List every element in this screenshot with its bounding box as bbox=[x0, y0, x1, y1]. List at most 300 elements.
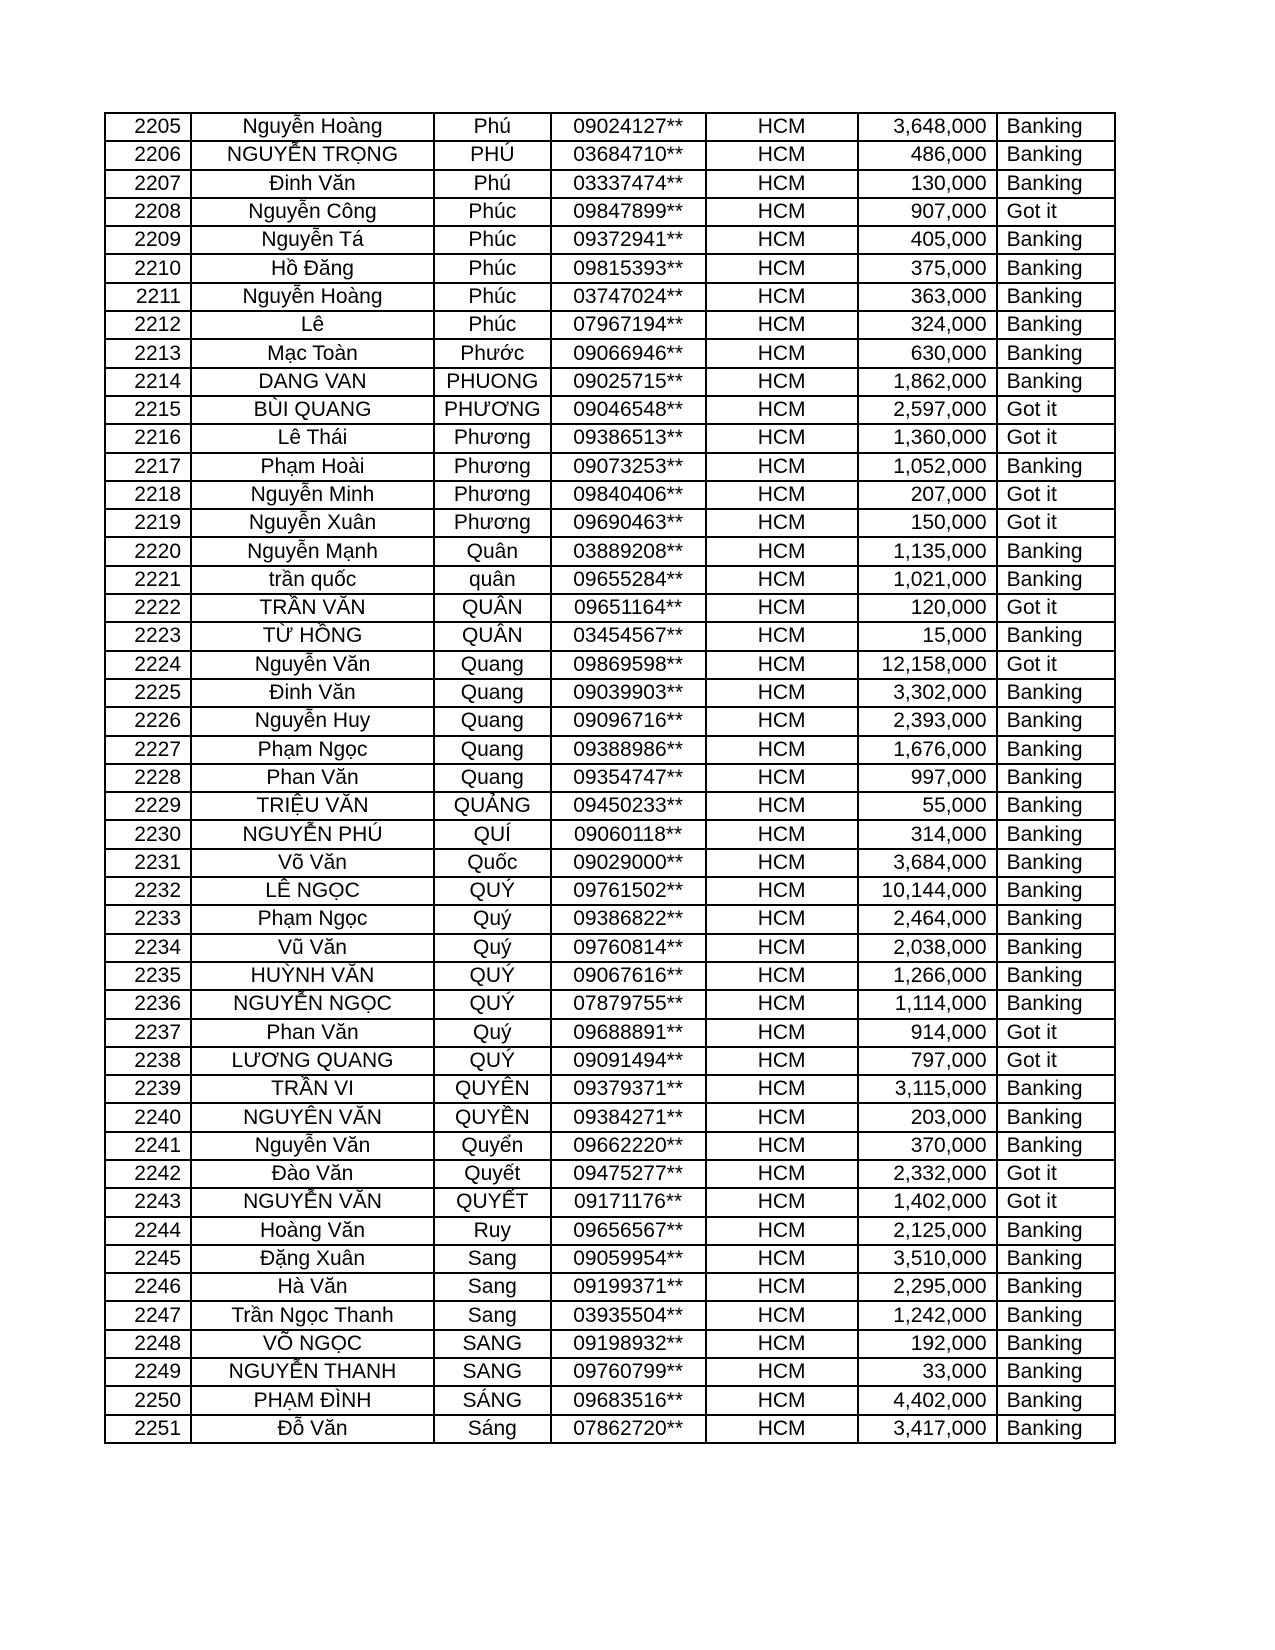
payment-status-cell: Banking bbox=[997, 566, 1115, 594]
amount-cell: 797,000 bbox=[858, 1047, 997, 1075]
city-cell: HCM bbox=[706, 820, 858, 848]
city-cell: HCM bbox=[706, 736, 858, 764]
table-row bbox=[105, 764, 1115, 792]
phone-number-cell: 09656567** bbox=[551, 1217, 706, 1245]
payment-status-cell: Banking bbox=[997, 170, 1115, 198]
first-name-cell: QUÝ bbox=[434, 877, 551, 905]
table-row bbox=[105, 481, 1115, 509]
last-name-cell: TRIỆU VĂN bbox=[191, 792, 434, 820]
row-number-cell: 2214 bbox=[105, 368, 191, 396]
first-name-cell: QUÝ bbox=[434, 990, 551, 1018]
city-cell: HCM bbox=[706, 934, 858, 962]
last-name-cell: NGUYỄN NGỌC bbox=[191, 990, 434, 1018]
amount-cell: 314,000 bbox=[858, 820, 997, 848]
table-row bbox=[105, 141, 1115, 169]
amount-cell: 12,158,000 bbox=[858, 651, 997, 679]
row-number-cell: 2210 bbox=[105, 254, 191, 282]
amount-cell: 2,295,000 bbox=[858, 1273, 997, 1301]
amount-cell: 1,862,000 bbox=[858, 368, 997, 396]
first-name-cell: Quang bbox=[434, 764, 551, 792]
last-name-cell: HUỲNH VĂN bbox=[191, 962, 434, 990]
table-row bbox=[105, 1132, 1115, 1160]
table-row bbox=[105, 1330, 1115, 1358]
amount-cell: 203,000 bbox=[858, 1103, 997, 1131]
phone-number-cell: 09840406** bbox=[551, 481, 706, 509]
amount-cell: 1,266,000 bbox=[858, 962, 997, 990]
first-name-cell: Phương bbox=[434, 481, 551, 509]
phone-number-cell: 09761502** bbox=[551, 877, 706, 905]
first-name-cell: Quyển bbox=[434, 1132, 551, 1160]
row-number-cell: 2229 bbox=[105, 792, 191, 820]
city-cell: HCM bbox=[706, 764, 858, 792]
phone-number-cell: 09690463** bbox=[551, 509, 706, 537]
payment-status-cell: Banking bbox=[997, 849, 1115, 877]
first-name-cell: Quang bbox=[434, 707, 551, 735]
amount-cell: 130,000 bbox=[858, 170, 997, 198]
last-name-cell: Hồ Đăng bbox=[191, 254, 434, 282]
payment-status-cell: Banking bbox=[997, 226, 1115, 254]
city-cell: HCM bbox=[706, 424, 858, 452]
first-name-cell: QUYỀN bbox=[434, 1103, 551, 1131]
phone-number-cell: 09198932** bbox=[551, 1330, 706, 1358]
phone-number-cell: 09025715** bbox=[551, 368, 706, 396]
table-row bbox=[105, 736, 1115, 764]
payment-status-cell: Got it bbox=[997, 1188, 1115, 1216]
payment-status-cell: Banking bbox=[997, 792, 1115, 820]
city-cell: HCM bbox=[706, 1273, 858, 1301]
last-name-cell: Võ Văn bbox=[191, 849, 434, 877]
city-cell: HCM bbox=[706, 566, 858, 594]
first-name-cell: QUÝ bbox=[434, 1047, 551, 1075]
row-number-cell: 2235 bbox=[105, 962, 191, 990]
last-name-cell: Nguyễn Mạnh bbox=[191, 537, 434, 565]
amount-cell: 363,000 bbox=[858, 283, 997, 311]
city-cell: HCM bbox=[706, 311, 858, 339]
table-row bbox=[105, 1386, 1115, 1414]
table-row bbox=[105, 226, 1115, 254]
payment-status-cell: Banking bbox=[997, 1103, 1115, 1131]
phone-number-cell: 09384271** bbox=[551, 1103, 706, 1131]
row-number-cell: 2211 bbox=[105, 283, 191, 311]
first-name-cell: Phúc bbox=[434, 198, 551, 226]
first-name-cell: Phúc bbox=[434, 254, 551, 282]
row-number-cell: 2222 bbox=[105, 594, 191, 622]
first-name-cell: Sáng bbox=[434, 1415, 551, 1443]
amount-cell: 10,144,000 bbox=[858, 877, 997, 905]
payment-status-cell: Got it bbox=[997, 509, 1115, 537]
first-name-cell: Phước bbox=[434, 339, 551, 367]
row-number-cell: 2234 bbox=[105, 934, 191, 962]
table-row bbox=[105, 1301, 1115, 1329]
row-number-cell: 2248 bbox=[105, 1330, 191, 1358]
last-name-cell: Đinh Văn bbox=[191, 170, 434, 198]
table-row bbox=[105, 679, 1115, 707]
phone-number-cell: 03337474** bbox=[551, 170, 706, 198]
last-name-cell: Nguyễn Huy bbox=[191, 707, 434, 735]
table-row bbox=[105, 1245, 1115, 1273]
row-number-cell: 2241 bbox=[105, 1132, 191, 1160]
row-number-cell: 2238 bbox=[105, 1047, 191, 1075]
last-name-cell: Hoàng Văn bbox=[191, 1217, 434, 1245]
city-cell: HCM bbox=[706, 679, 858, 707]
row-number-cell: 2215 bbox=[105, 396, 191, 424]
phone-number-cell: 09060118** bbox=[551, 820, 706, 848]
last-name-cell: Nguyễn Minh bbox=[191, 481, 434, 509]
phone-number-cell: 07862720** bbox=[551, 1415, 706, 1443]
payment-status-cell: Banking bbox=[997, 368, 1115, 396]
phone-number-cell: 09096716** bbox=[551, 707, 706, 735]
table-row bbox=[105, 339, 1115, 367]
first-name-cell: Quốc bbox=[434, 849, 551, 877]
phone-number-cell: 09354747** bbox=[551, 764, 706, 792]
amount-cell: 997,000 bbox=[858, 764, 997, 792]
table-row bbox=[105, 396, 1115, 424]
amount-cell: 1,021,000 bbox=[858, 566, 997, 594]
table-row bbox=[105, 962, 1115, 990]
phone-number-cell: 09024127** bbox=[551, 113, 706, 141]
city-cell: HCM bbox=[706, 962, 858, 990]
payment-status-cell: Banking bbox=[997, 1132, 1115, 1160]
first-name-cell: SANG bbox=[434, 1358, 551, 1386]
phone-number-cell: 03684710** bbox=[551, 141, 706, 169]
phone-number-cell: 07879755** bbox=[551, 990, 706, 1018]
row-number-cell: 2219 bbox=[105, 509, 191, 537]
city-cell: HCM bbox=[706, 537, 858, 565]
phone-number-cell: 09386513** bbox=[551, 424, 706, 452]
table-row bbox=[105, 905, 1115, 933]
payment-status-cell: Banking bbox=[997, 1217, 1115, 1245]
amount-cell: 3,684,000 bbox=[858, 849, 997, 877]
city-cell: HCM bbox=[706, 283, 858, 311]
row-number-cell: 2228 bbox=[105, 764, 191, 792]
table-row bbox=[105, 509, 1115, 537]
amount-cell: 33,000 bbox=[858, 1358, 997, 1386]
row-number-cell: 2233 bbox=[105, 905, 191, 933]
payment-status-cell: Banking bbox=[997, 1358, 1115, 1386]
first-name-cell: PHƯƠNG bbox=[434, 396, 551, 424]
row-number-cell: 2223 bbox=[105, 622, 191, 650]
city-cell: HCM bbox=[706, 1160, 858, 1188]
payment-status-cell: Banking bbox=[997, 1415, 1115, 1443]
phone-number-cell: 03935504** bbox=[551, 1301, 706, 1329]
row-number-cell: 2240 bbox=[105, 1103, 191, 1131]
amount-cell: 207,000 bbox=[858, 481, 997, 509]
first-name-cell: Phúc bbox=[434, 226, 551, 254]
first-name-cell: QUÂN bbox=[434, 622, 551, 650]
amount-cell: 375,000 bbox=[858, 254, 997, 282]
phone-number-cell: 03454567** bbox=[551, 622, 706, 650]
payment-status-cell: Banking bbox=[997, 1301, 1115, 1329]
city-cell: HCM bbox=[706, 113, 858, 141]
payment-status-cell: Banking bbox=[997, 707, 1115, 735]
phone-number-cell: 07967194** bbox=[551, 311, 706, 339]
city-cell: HCM bbox=[706, 622, 858, 650]
first-name-cell: QUÍ bbox=[434, 820, 551, 848]
first-name-cell: PHUONG bbox=[434, 368, 551, 396]
amount-cell: 3,302,000 bbox=[858, 679, 997, 707]
phone-number-cell: 09091494** bbox=[551, 1047, 706, 1075]
row-number-cell: 2247 bbox=[105, 1301, 191, 1329]
last-name-cell: LƯƠNG QUANG bbox=[191, 1047, 434, 1075]
first-name-cell: Phú bbox=[434, 113, 551, 141]
table-row bbox=[105, 1047, 1115, 1075]
last-name-cell: Nguyễn Hoàng bbox=[191, 283, 434, 311]
last-name-cell: Đặng Xuân bbox=[191, 1245, 434, 1273]
last-name-cell: Vũ Văn bbox=[191, 934, 434, 962]
last-name-cell: Nguyễn Tá bbox=[191, 226, 434, 254]
table-row bbox=[105, 1415, 1115, 1443]
first-name-cell: Phúc bbox=[434, 283, 551, 311]
phone-number-cell: 09662220** bbox=[551, 1132, 706, 1160]
payment-status-cell: Banking bbox=[997, 283, 1115, 311]
last-name-cell: TRẦN VĂN bbox=[191, 594, 434, 622]
last-name-cell: Nguyễn Văn bbox=[191, 1132, 434, 1160]
first-name-cell: QUYẾT bbox=[434, 1188, 551, 1216]
payment-status-cell: Banking bbox=[997, 736, 1115, 764]
payment-status-cell: Banking bbox=[997, 962, 1115, 990]
payment-status-cell: Got it bbox=[997, 1160, 1115, 1188]
amount-cell: 2,393,000 bbox=[858, 707, 997, 735]
table-row bbox=[105, 820, 1115, 848]
phone-number-cell: 09869598** bbox=[551, 651, 706, 679]
row-number-cell: 2227 bbox=[105, 736, 191, 764]
city-cell: HCM bbox=[706, 368, 858, 396]
phone-number-cell: 09450233** bbox=[551, 792, 706, 820]
row-number-cell: 2243 bbox=[105, 1188, 191, 1216]
table-row bbox=[105, 453, 1115, 481]
city-cell: HCM bbox=[706, 849, 858, 877]
phone-number-cell: 09388986** bbox=[551, 736, 706, 764]
payment-status-cell: Banking bbox=[997, 1245, 1115, 1273]
row-number-cell: 2216 bbox=[105, 424, 191, 452]
table-row bbox=[105, 566, 1115, 594]
phone-number-cell: 09199371** bbox=[551, 1273, 706, 1301]
table-row bbox=[105, 622, 1115, 650]
first-name-cell: Phúc bbox=[434, 311, 551, 339]
table-row bbox=[105, 990, 1115, 1018]
payment-status-cell: Got it bbox=[997, 198, 1115, 226]
first-name-cell: Phú bbox=[434, 170, 551, 198]
city-cell: HCM bbox=[706, 1358, 858, 1386]
row-number-cell: 2239 bbox=[105, 1075, 191, 1103]
table-row bbox=[105, 1188, 1115, 1216]
city-cell: HCM bbox=[706, 905, 858, 933]
last-name-cell: Mạc Toàn bbox=[191, 339, 434, 367]
city-cell: HCM bbox=[706, 198, 858, 226]
amount-cell: 370,000 bbox=[858, 1132, 997, 1160]
table-row bbox=[105, 934, 1115, 962]
row-number-cell: 2224 bbox=[105, 651, 191, 679]
payment-status-cell: Banking bbox=[997, 113, 1115, 141]
row-number-cell: 2217 bbox=[105, 453, 191, 481]
table-row bbox=[105, 707, 1115, 735]
phone-number-cell: 09029000** bbox=[551, 849, 706, 877]
phone-number-cell: 09655284** bbox=[551, 566, 706, 594]
amount-cell: 55,000 bbox=[858, 792, 997, 820]
amount-cell: 1,676,000 bbox=[858, 736, 997, 764]
table-row bbox=[105, 311, 1115, 339]
phone-number-cell: 09475277** bbox=[551, 1160, 706, 1188]
row-number-cell: 2209 bbox=[105, 226, 191, 254]
row-number-cell: 2225 bbox=[105, 679, 191, 707]
amount-cell: 15,000 bbox=[858, 622, 997, 650]
last-name-cell: Nguyễn Văn bbox=[191, 651, 434, 679]
table-body bbox=[105, 113, 1115, 1443]
phone-number-cell: 09760799** bbox=[551, 1358, 706, 1386]
last-name-cell: LÊ NGỌC bbox=[191, 877, 434, 905]
city-cell: HCM bbox=[706, 1075, 858, 1103]
first-name-cell: Ruy bbox=[434, 1217, 551, 1245]
amount-cell: 150,000 bbox=[858, 509, 997, 537]
last-name-cell: Đào Văn bbox=[191, 1160, 434, 1188]
city-cell: HCM bbox=[706, 481, 858, 509]
first-name-cell: Sang bbox=[434, 1245, 551, 1273]
last-name-cell: PHẠM ĐÌNH bbox=[191, 1386, 434, 1414]
amount-cell: 630,000 bbox=[858, 339, 997, 367]
phone-number-cell: 09066946** bbox=[551, 339, 706, 367]
payment-status-cell: Got it bbox=[997, 481, 1115, 509]
last-name-cell: Lê Thái bbox=[191, 424, 434, 452]
city-cell: HCM bbox=[706, 1386, 858, 1414]
phone-number-cell: 09073253** bbox=[551, 453, 706, 481]
phone-number-cell: 09688891** bbox=[551, 1019, 706, 1047]
phone-number-cell: 09372941** bbox=[551, 226, 706, 254]
row-number-cell: 2244 bbox=[105, 1217, 191, 1245]
table-row bbox=[105, 877, 1115, 905]
phone-number-cell: 09039903** bbox=[551, 679, 706, 707]
row-number-cell: 2249 bbox=[105, 1358, 191, 1386]
last-name-cell: Đinh Văn bbox=[191, 679, 434, 707]
phone-number-cell: 03889208** bbox=[551, 537, 706, 565]
table-row bbox=[105, 424, 1115, 452]
amount-cell: 1,114,000 bbox=[858, 990, 997, 1018]
amount-cell: 3,648,000 bbox=[858, 113, 997, 141]
phone-number-cell: 09379371** bbox=[551, 1075, 706, 1103]
row-number-cell: 2207 bbox=[105, 170, 191, 198]
row-number-cell: 2246 bbox=[105, 1273, 191, 1301]
phone-number-cell: 09651164** bbox=[551, 594, 706, 622]
last-name-cell: NGUYÊN VĂN bbox=[191, 1103, 434, 1131]
table-row bbox=[105, 1019, 1115, 1047]
city-cell: HCM bbox=[706, 1245, 858, 1273]
amount-cell: 2,038,000 bbox=[858, 934, 997, 962]
amount-cell: 192,000 bbox=[858, 1330, 997, 1358]
last-name-cell: Phan Văn bbox=[191, 1019, 434, 1047]
first-name-cell: Quý bbox=[434, 1019, 551, 1047]
first-name-cell: Quang bbox=[434, 651, 551, 679]
city-cell: HCM bbox=[706, 707, 858, 735]
first-name-cell: QUẢNG bbox=[434, 792, 551, 820]
phone-number-cell: 09683516** bbox=[551, 1386, 706, 1414]
city-cell: HCM bbox=[706, 1415, 858, 1443]
last-name-cell: Phạm Ngọc bbox=[191, 736, 434, 764]
first-name-cell: Quyết bbox=[434, 1160, 551, 1188]
last-name-cell: Phạm Hoài bbox=[191, 453, 434, 481]
amount-cell: 486,000 bbox=[858, 141, 997, 169]
amount-cell: 907,000 bbox=[858, 198, 997, 226]
city-cell: HCM bbox=[706, 1188, 858, 1216]
first-name-cell: Quang bbox=[434, 679, 551, 707]
payment-status-cell: Got it bbox=[997, 1047, 1115, 1075]
row-number-cell: 2251 bbox=[105, 1415, 191, 1443]
city-cell: HCM bbox=[706, 1019, 858, 1047]
city-cell: HCM bbox=[706, 1217, 858, 1245]
row-number-cell: 2230 bbox=[105, 820, 191, 848]
payment-status-cell: Banking bbox=[997, 679, 1115, 707]
row-number-cell: 2220 bbox=[105, 537, 191, 565]
last-name-cell: NGUYỄN VĂN bbox=[191, 1188, 434, 1216]
last-name-cell: Phạm Ngọc bbox=[191, 905, 434, 933]
row-number-cell: 2242 bbox=[105, 1160, 191, 1188]
row-number-cell: 2218 bbox=[105, 481, 191, 509]
city-cell: HCM bbox=[706, 141, 858, 169]
row-number-cell: 2231 bbox=[105, 849, 191, 877]
amount-cell: 2,597,000 bbox=[858, 396, 997, 424]
last-name-cell: VÕ NGỌC bbox=[191, 1330, 434, 1358]
payment-status-cell: Banking bbox=[997, 877, 1115, 905]
row-number-cell: 2221 bbox=[105, 566, 191, 594]
row-number-cell: 2226 bbox=[105, 707, 191, 735]
last-name-cell: Phan Văn bbox=[191, 764, 434, 792]
row-number-cell: 2245 bbox=[105, 1245, 191, 1273]
payment-status-cell: Got it bbox=[997, 424, 1115, 452]
first-name-cell: QUYÊN bbox=[434, 1075, 551, 1103]
payment-status-cell: Banking bbox=[997, 339, 1115, 367]
city-cell: HCM bbox=[706, 877, 858, 905]
phone-number-cell: 09815393** bbox=[551, 254, 706, 282]
amount-cell: 3,510,000 bbox=[858, 1245, 997, 1273]
city-cell: HCM bbox=[706, 1103, 858, 1131]
amount-cell: 1,242,000 bbox=[858, 1301, 997, 1329]
last-name-cell: TỪ HỒNG bbox=[191, 622, 434, 650]
payment-status-cell: Banking bbox=[997, 1386, 1115, 1414]
last-name-cell: Nguyễn Xuân bbox=[191, 509, 434, 537]
table-row bbox=[105, 1217, 1115, 1245]
first-name-cell: Quý bbox=[434, 934, 551, 962]
amount-cell: 1,360,000 bbox=[858, 424, 997, 452]
row-number-cell: 2237 bbox=[105, 1019, 191, 1047]
payment-status-cell: Banking bbox=[997, 1273, 1115, 1301]
payment-status-cell: Got it bbox=[997, 1019, 1115, 1047]
payment-status-cell: Banking bbox=[997, 1075, 1115, 1103]
payment-status-cell: Banking bbox=[997, 311, 1115, 339]
last-name-cell: trần quốc bbox=[191, 566, 434, 594]
row-number-cell: 2206 bbox=[105, 141, 191, 169]
city-cell: HCM bbox=[706, 396, 858, 424]
city-cell: HCM bbox=[706, 339, 858, 367]
payment-status-cell: Banking bbox=[997, 537, 1115, 565]
first-name-cell: QUÝ bbox=[434, 962, 551, 990]
payment-status-cell: Banking bbox=[997, 622, 1115, 650]
table-row bbox=[105, 651, 1115, 679]
first-name-cell: Quang bbox=[434, 736, 551, 764]
amount-cell: 1,135,000 bbox=[858, 537, 997, 565]
table-row bbox=[105, 1160, 1115, 1188]
amount-cell: 2,464,000 bbox=[858, 905, 997, 933]
city-cell: HCM bbox=[706, 509, 858, 537]
first-name-cell: Quân bbox=[434, 537, 551, 565]
table-row bbox=[105, 198, 1115, 226]
first-name-cell: Quý bbox=[434, 905, 551, 933]
row-number-cell: 2205 bbox=[105, 113, 191, 141]
amount-cell: 2,125,000 bbox=[858, 1217, 997, 1245]
table-row bbox=[105, 1273, 1115, 1301]
first-name-cell: Sang bbox=[434, 1273, 551, 1301]
last-name-cell: Trần Ngọc Thanh bbox=[191, 1301, 434, 1329]
phone-number-cell: 09760814** bbox=[551, 934, 706, 962]
amount-cell: 1,052,000 bbox=[858, 453, 997, 481]
amount-cell: 405,000 bbox=[858, 226, 997, 254]
